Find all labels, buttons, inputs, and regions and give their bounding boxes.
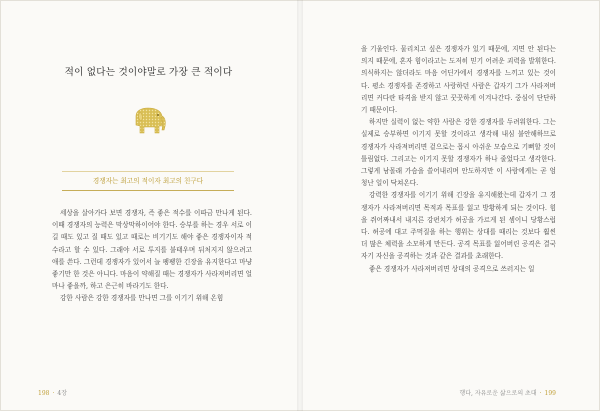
chapter-label: 4장 [57,390,67,397]
paragraph: 을 기울인다. 물리치고 싶은 경쟁자가 있기 때문에, 지면 안 된다는 의지 때문에, 혼자 힘이라고는 도저히 믿기 어려운 괴력을 발휘한다. 의식하지는 않더라도 마음 어딘가에서 경쟁자를 느끼고 있는 것이다. 평소 경쟁자를 존경하고 사랑하던 사람은 갑자기 그가 사라져버리면 커다란 타격을 받지 않고 꿋꿋하게 이겨나간다. 중심이 단단하기 때문이다. [361,45,556,115]
left-folio: 198 · 4장 [38,390,67,397]
paragraph: 하지만 실력이 없는 약한 사람은 강한 경쟁자를 두려워한다. 그는 실제로 승부하면 이기지 못할 것이라고 생각해 내심 불안해하므로 경쟁자가 사라져버리면 겉으로는 몹시 아쉬운 모습으로 기뻐할 것이 틀림없다. 그리고는 이기지 못할 경쟁자가 하나 줄었다고 생각한다. 그렇게 남몰래 가슴을 쓸어내리며 안도하지만 이 사람에게는 곧 엄청난 일이 닥쳐온다. [361,118,556,188]
chapter-title: 적이 없다는 것이야말로 가장 큰 적이다 [64,67,233,78]
page-number: 198 [38,390,50,397]
part-label: 행다, 자유로운 삶으로의 초대 [459,390,537,397]
subtitle-divider-top [62,171,234,172]
paragraph: 좋은 경쟁자가 사라져버리면 상대의 공격으로 쓰러지는 일 [369,264,535,273]
elephant-icon [130,106,168,136]
right-folio: 행다, 자유로운 삶으로의 초대 · 199 [459,390,556,397]
paragraph: 세상을 살아가다 보면 경쟁자, 즉 좋은 적수를 이따금 만나게 된다. 이때 경쟁자의 능력은 막상막하이어야 한다. 승부를 하는 경우 서로 이길 때도 있고 질 때도 있고 때로는 비기기도 해야 좋은 경쟁자이자 적수라고 할 수 있다. 그래야 서로 투지를 불태우며 뒤처지지 않으려고 애를 쓴다. 그런데 경쟁자가 있어서 늘 팽팽한 긴장을 유지한다고 마냥 좋기만 한 것은 아니다. 마음이 약해질 때는 경쟁자가 사라져버리면 얼마나 좋을까, 하고 은근히 바라기도 한다. [52,209,252,291]
page-number: 199 [544,390,556,397]
right-page [303,0,600,411]
right-body-text [361,43,556,275]
left-body-text [52,207,252,305]
left-page [0,0,297,411]
paragraph: 강한 사람은 강한 경쟁자를 만나면 그를 이기기 위해 온힘 [60,294,224,303]
section-subtitle: 경쟁자는 최고의 적이자 최고의 친구다 [62,175,234,191]
paragraph: 강력한 경쟁자를 이기기 위해 긴장을 유지해왔는데 갑자기 그 경쟁자가 사라져버리면 목적과 목표를 잃고 방황하게 되는 것이다. 힘을 쥐어짜내서 내지른 강펀치가 허공을 가르게 된 셈이니 당황스럽다. 허공에 대고 주먹질을 하는 행위는 상대를 때리는 것보다 훨씬 더 많은 체력을 소모하게 만든다. 공격 목표를 잃어버린 공격은 결국 자기 자신을 공격하는 것과 같은 결과를 초래한다. [361,191,556,261]
